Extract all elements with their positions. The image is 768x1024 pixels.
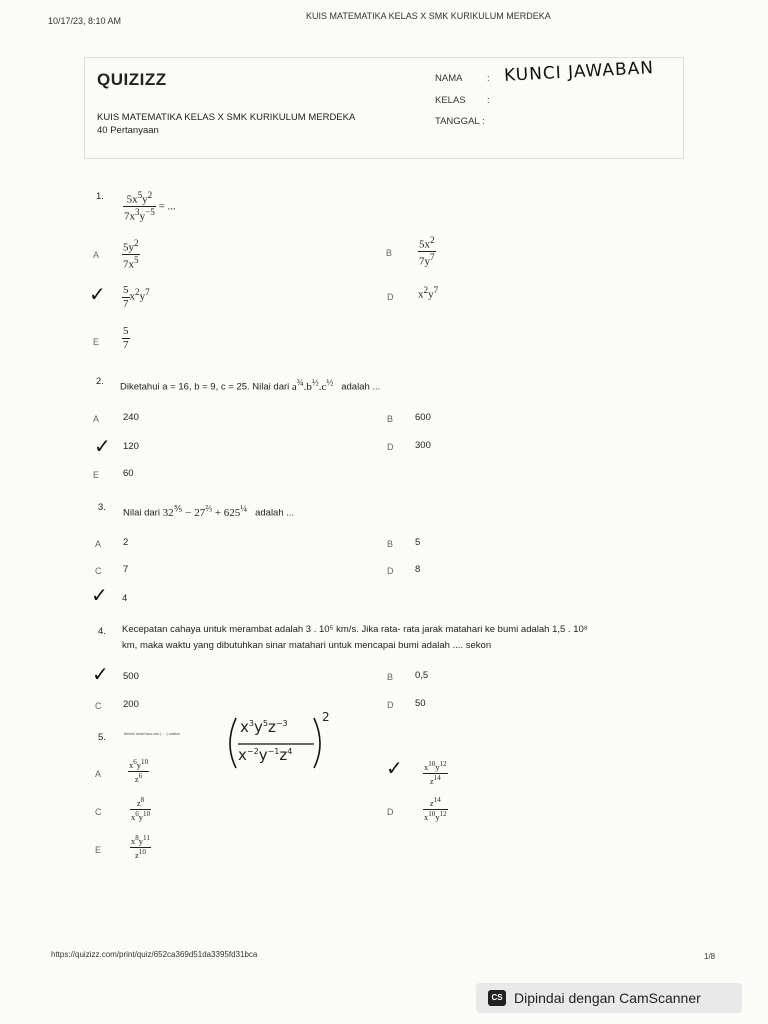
- q5-number: 5.: [98, 732, 106, 743]
- q1-option-e-letter: E: [93, 337, 100, 347]
- camscanner-badge: [476, 983, 742, 1013]
- q2-expression: $a^{\frac{3}{4}}.b^{\frac{1}{2}}.c^{\frac{1}{2}}$: [291, 377, 334, 393]
- footer-page: 1/8: [704, 952, 716, 961]
- q1-option-d[interactable]: $x^2y^7$: [418, 285, 439, 301]
- q3-number: 3.: [98, 502, 106, 513]
- q4-option-a[interactable]: 500: [123, 671, 139, 682]
- q3-option-b[interactable]: 5: [415, 537, 421, 548]
- q1-option-a-letter: A: [93, 250, 100, 260]
- q2-check-icon: ✓: [94, 434, 111, 458]
- quiz-title: KUIS MATEMATIKA KELAS X SMK KURIKULUM MERDEKA: [97, 112, 356, 123]
- q1-stem-suffix: = ...: [158, 200, 176, 213]
- q2-option-e[interactable]: 60: [123, 468, 134, 479]
- camscanner-logo-text: CS: [491, 993, 503, 1002]
- q2-text: [120, 374, 380, 396]
- q4-check-icon: ✓: [92, 662, 109, 686]
- q5-hw-numerator: $x^3y^5z^{-3}$: [240, 718, 288, 736]
- q4-option-d-letter: D: [387, 700, 394, 710]
- q3-expression: $32^{\frac{3}{5}} - 27^{\frac{2}{3}} + 625^{\frac{1}{4}}$: [162, 503, 248, 519]
- q1-option-b[interactable]: $\frac{5x^2}{7y^7}$: [419, 235, 435, 268]
- q1-number: 1.: [96, 191, 104, 202]
- q4-line-1: Kecepatan cahaya untuk merambat adalah 3 . 10⁵ km/s. Jika rata- rata jarak matahari ke bumi adalah 1,5 . 10⁸: [122, 624, 588, 635]
- q3-option-c-letter: C: [95, 566, 102, 576]
- q5-option-c[interactable]: $\frac{z^8}{x^6y^{10}}$: [131, 796, 151, 822]
- q5-tiny-text: Bentuk sederhana dari ( ... )² adalah: [124, 732, 181, 736]
- q2-text-before: Diketahui a = 16, b = 9, c = 25. Nilai dari: [120, 381, 290, 393]
- camscanner-logo-icon: [488, 990, 506, 1006]
- q1-option-a[interactable]: $\frac{5y^2}{7x^5}$: [123, 238, 139, 271]
- quizizz-logo: QUIZIZZ: [97, 70, 167, 89]
- q5-option-a-letter: A: [95, 769, 102, 779]
- q2-option-d-letter: D: [387, 442, 394, 452]
- q5-option-b[interactable]: $\frac{x^{10}y^{12}}{z^{14}}$: [424, 760, 447, 786]
- q5-hw-exponent: 2: [322, 710, 330, 724]
- q4-line-2: km, maka waktu yang dibutuhkan sinar matahari untuk mencapai bumi adalah .... sekon: [122, 640, 492, 651]
- nama-label: NAMA: [435, 73, 463, 84]
- q5-check-icon: ✓: [386, 756, 403, 780]
- q2-option-b[interactable]: 600: [415, 412, 431, 423]
- kelas-colon: :: [487, 95, 490, 106]
- camscanner-label: Dipindai dengan CamScanner: [514, 990, 701, 1006]
- q3-option-d[interactable]: 8: [415, 564, 421, 575]
- q5-option-e[interactable]: $\frac{x^8y^{11}}{z^{10}}$: [131, 834, 150, 860]
- q3-option-c[interactable]: 7: [123, 564, 129, 575]
- q3-text-before: Nilai dari: [123, 507, 160, 519]
- q4-option-c[interactable]: 200: [123, 699, 139, 710]
- q1-option-c[interactable]: $\frac{5}{7}$ $x^2y^7$: [123, 284, 150, 310]
- question-count: 40 Pertanyaan: [97, 125, 159, 136]
- q5-option-c-letter: C: [95, 807, 102, 817]
- q3-option-a-letter: A: [95, 539, 102, 549]
- q1-stem: [123, 190, 176, 224]
- footer-url[interactable]: https://quizizz.com/print/quiz/652ca369d51da3395fd31bca: [51, 950, 258, 959]
- kelas-label: KELAS: [435, 95, 466, 106]
- tanggal-label: TANGGAL :: [435, 116, 485, 127]
- q2-option-a[interactable]: 240: [123, 412, 139, 423]
- q3-check-icon: ✓: [91, 583, 108, 607]
- q1-option-e[interactable]: $\frac{5}{7}$: [123, 325, 129, 351]
- print-datetime: 10/17/23, 8:10 AM: [48, 16, 122, 26]
- q5-option-d[interactable]: $\frac{z^{14}}{x^{10}y^{12}}$: [424, 796, 447, 822]
- q2-option-c[interactable]: 120: [123, 441, 139, 452]
- q5-handwritten-expression: [222, 710, 332, 772]
- q4-option-b[interactable]: 0,5: [415, 670, 429, 681]
- q2-option-d[interactable]: 300: [415, 440, 431, 451]
- q5-option-d-letter: D: [387, 807, 394, 817]
- q5-option-a[interactable]: $\frac{x^6y^{10}}{z^6}$: [129, 758, 149, 784]
- q3-option-d-letter: D: [387, 566, 394, 576]
- q1-option-b-letter: B: [386, 248, 393, 258]
- q2-option-e-letter: E: [93, 470, 100, 480]
- q2-number: 2.: [96, 376, 104, 387]
- q3-option-a[interactable]: 2: [123, 537, 129, 548]
- q2-text-after: adalah ...: [341, 381, 381, 393]
- q4-option-c-letter: C: [95, 701, 102, 711]
- q4-option-d[interactable]: 50: [415, 698, 426, 709]
- nama-colon: :: [487, 73, 490, 84]
- q4-number: 4.: [98, 626, 106, 637]
- q2-option-b-letter: B: [387, 414, 394, 424]
- q4-option-b-letter: B: [387, 672, 394, 682]
- q1-check-icon: ✓: [89, 282, 106, 306]
- q1-stem-fraction: $\frac{5x^5y^2}{7x^3y^{-5}}$: [124, 190, 155, 223]
- q5-option-e-letter: E: [95, 845, 102, 855]
- q1-option-d-letter: D: [387, 292, 394, 302]
- print-title: KUIS MATEMATIKA KELAS X SMK KURIKULUM MERDEKA: [306, 11, 551, 21]
- q4-text: [122, 622, 682, 654]
- q3-text-after: adalah ...: [255, 507, 295, 519]
- q3-option-b-letter: B: [387, 539, 394, 549]
- nama-value-handwritten: KUNCI JAWABAN: [503, 58, 655, 86]
- info-box: [84, 57, 684, 159]
- q5-hw-denominator: $x^{-2}y^{-1}z^4$: [238, 746, 293, 764]
- q3-text: [123, 500, 294, 522]
- q2-option-a-letter: A: [93, 414, 100, 424]
- q3-option-e[interactable]: 4: [122, 593, 128, 604]
